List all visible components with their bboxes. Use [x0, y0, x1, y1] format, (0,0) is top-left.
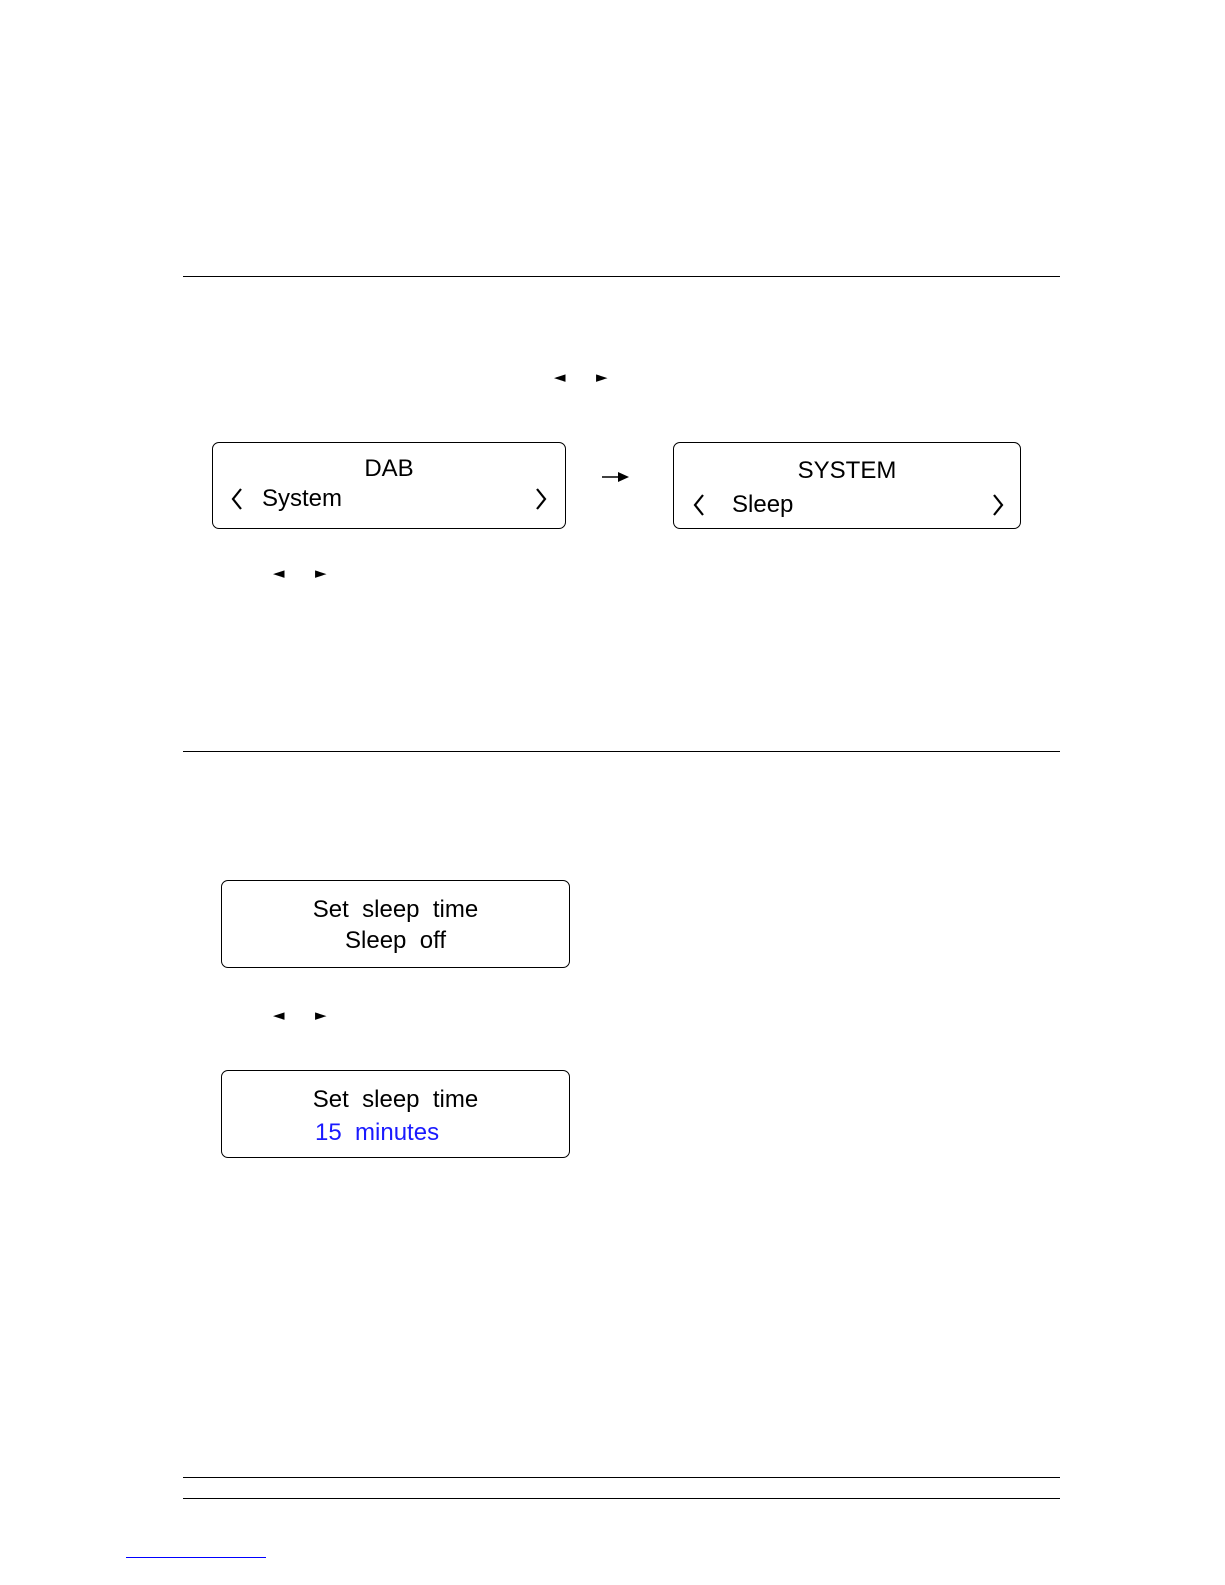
chevron-left-icon	[692, 493, 706, 517]
display-line-2: Sleep off	[345, 927, 446, 954]
section-divider-top	[183, 276, 1060, 277]
display-line-1: Set sleep time	[312, 896, 479, 923]
left-triangle-icon: ◄	[273, 1006, 285, 1024]
display-dab-system	[212, 442, 566, 529]
display-line-2-highlight: 15 minutes	[315, 1119, 440, 1146]
display-menu-item: System	[262, 485, 343, 512]
chevron-right-icon	[534, 487, 548, 511]
footer-link-underline[interactable]	[126, 1557, 266, 1558]
footer-rule-upper	[183, 1477, 1060, 1478]
footer-rule-lower	[183, 1498, 1060, 1499]
display-menu-item: Sleep	[732, 491, 794, 518]
left-triangle-icon: ◄	[554, 368, 566, 386]
display-system-sleep	[673, 442, 1021, 529]
display-title: DAB	[364, 455, 414, 482]
left-triangle-icon: ◄	[273, 564, 285, 582]
section-divider-middle	[183, 751, 1060, 752]
display-line-1: Set sleep time	[312, 1086, 479, 1113]
display-sleep-off	[221, 880, 570, 968]
arrow-right-icon	[602, 470, 630, 489]
right-triangle-icon: ►	[315, 564, 327, 582]
chevron-right-icon	[991, 493, 1005, 517]
display-sleep-15	[221, 1070, 570, 1158]
chevron-left-icon	[230, 487, 244, 511]
display-title: SYSTEM	[797, 457, 897, 484]
right-triangle-icon: ►	[596, 368, 608, 386]
right-triangle-icon: ►	[315, 1006, 327, 1024]
